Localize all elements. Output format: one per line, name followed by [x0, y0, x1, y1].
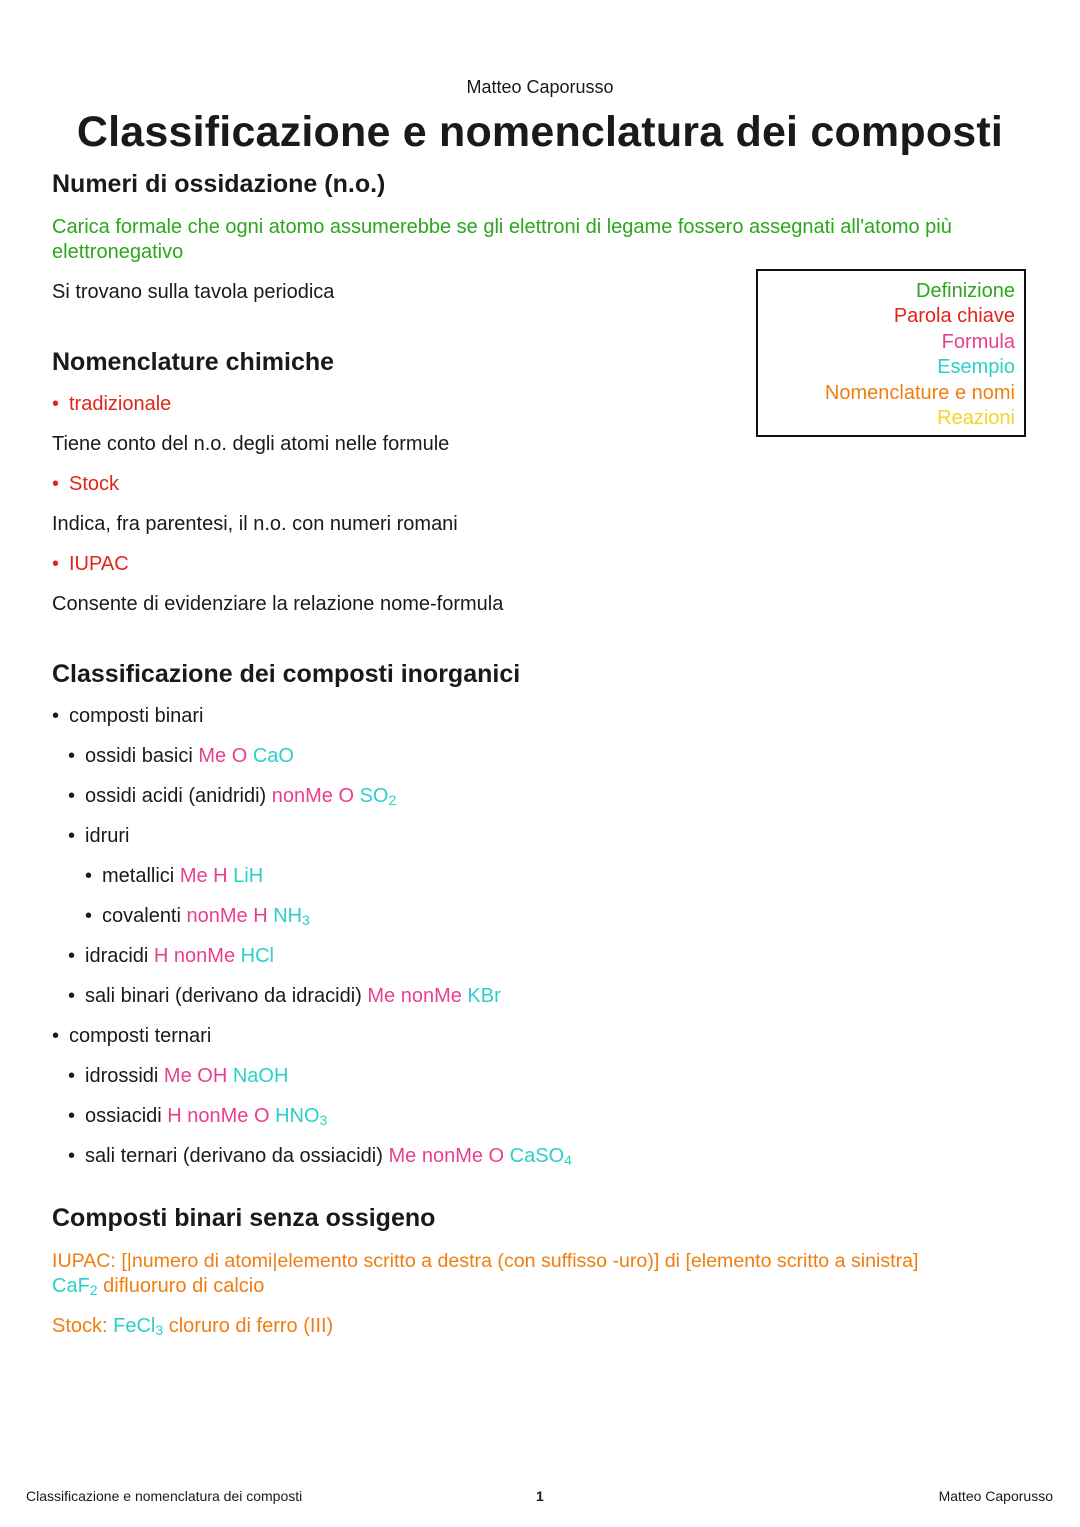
footer-author: Matteo Caporusso [938, 1488, 1053, 1504]
list-item-covalenti: • covalenti nonMe H $NH_3$ [85, 905, 310, 928]
author-header: Matteo Caporusso [466, 77, 614, 97]
example: CaSO$_4$ [509, 1145, 572, 1168]
note-tavola-periodica: Si trovano sulla tavola periodica [52, 281, 335, 303]
iupac-example [52, 1274, 1022, 1303]
footer-title: Classificazione e nomenclatura dei composti [26, 1488, 303, 1504]
list-item-ossidi-basici: • ossidi basici Me O CaO [68, 745, 294, 767]
heading-classificazione: Classificazione dei composti inorganici [52, 660, 521, 688]
definition-numeri-ossidazione: Carica formale che ogni atomo assumerebbe se gli elettroni di legame fossero assegnati all'atomo più elettronegativo [52, 216, 952, 263]
example-name: difluoruro di calcio [103, 1275, 265, 1297]
legend-parola-chiave: Parola chiave [893, 305, 1015, 328]
footer-page-number: 1 [536, 1488, 544, 1504]
page-title: Classificazione e nomenclatura dei composti [76, 108, 1004, 156]
list-item-idrossidi: • idrossidi Me OH NaOH [68, 1065, 289, 1087]
example: $SO_2$ [359, 785, 397, 808]
formula: H nonMe [153, 945, 236, 967]
description-tradizionale: Tiene conto del n.o. degli atomi nelle formule [52, 433, 450, 455]
list-item-iupac: • IUPAC [52, 553, 129, 575]
example-formula: CaF$_2$ [52, 1275, 98, 1298]
list-item-ossiacidi: • ossiacidi H nonMe O $HNO_3$ [68, 1105, 328, 1128]
list-item-composti-binari: • composti binari [52, 705, 204, 727]
list-item-sali-ternari: • sali ternari (derivano da ossiacidi) Me nonMe O CaSO$_4$ [68, 1145, 572, 1168]
legend-formula: Formula [941, 330, 1015, 353]
formula: nonMe H [186, 905, 268, 927]
iupac-rule: IUPAC: [|numero di atomi|elemento scritto a destra (con suffisso -uro)] di [elemento scritto a sinistra] [52, 1250, 919, 1272]
example: KBr [467, 985, 501, 1007]
legend-definizione: Definizione [916, 280, 1015, 302]
list-item-idruri: • idruri [68, 825, 130, 847]
example: HCl [240, 945, 274, 967]
example: NaOH [232, 1065, 289, 1087]
list-item-metallici: • metallici Me H LiH [85, 865, 264, 887]
example-formula: FeCl$_3$ [113, 1315, 164, 1338]
formula: Me H [179, 865, 228, 887]
list-item-stock: • Stock [52, 473, 120, 495]
description-stock: Indica, fra parentesi, il n.o. con numeri romani [52, 513, 458, 535]
legend-reazioni: Reazioni [937, 407, 1015, 430]
list-item-idracidi: • idracidi H nonMe HCl [68, 945, 274, 967]
stock-label: Stock: [52, 1315, 108, 1337]
color-legend [756, 269, 1026, 437]
formula: H nonMe O [167, 1105, 270, 1127]
formula: Me O [198, 745, 248, 767]
formula: Me OH [163, 1065, 228, 1087]
example-name: cloruro di ferro (III) [168, 1315, 334, 1337]
formula: Me nonMe [367, 985, 462, 1007]
heading-nomenclature-chimiche: Nomenclature chimiche [52, 348, 335, 376]
list-item-sali-binari: • sali binari (derivano da idracidi) Me nonMe KBr [68, 985, 501, 1007]
example: $HNO_3$ [275, 1105, 328, 1128]
example: CaO [252, 745, 294, 767]
legend-esempio: Esempio [937, 356, 1015, 379]
description-iupac: Consente di evidenziare la relazione nome-formula [52, 593, 504, 615]
formula: nonMe O [271, 785, 355, 807]
stock-example [52, 1314, 1022, 1343]
heading-numeri-ossidazione: Numeri di ossidazione (n.o.) [52, 170, 386, 198]
example: LiH [233, 865, 264, 887]
heading-senza-ossigeno: Composti binari senza ossigeno [52, 1204, 436, 1232]
legend-nomenclature: Nomenclature e nomi [824, 381, 1015, 404]
formula: Me nonMe O [388, 1145, 505, 1167]
list-item-tradizionale: • tradizionale [52, 393, 172, 415]
list-item-ossidi-acidi: • ossidi acidi (anidridi) nonMe O $SO_2$ [68, 785, 397, 808]
list-item-composti-ternari: • composti ternari [52, 1025, 212, 1047]
example: $NH_3$ [273, 905, 310, 928]
